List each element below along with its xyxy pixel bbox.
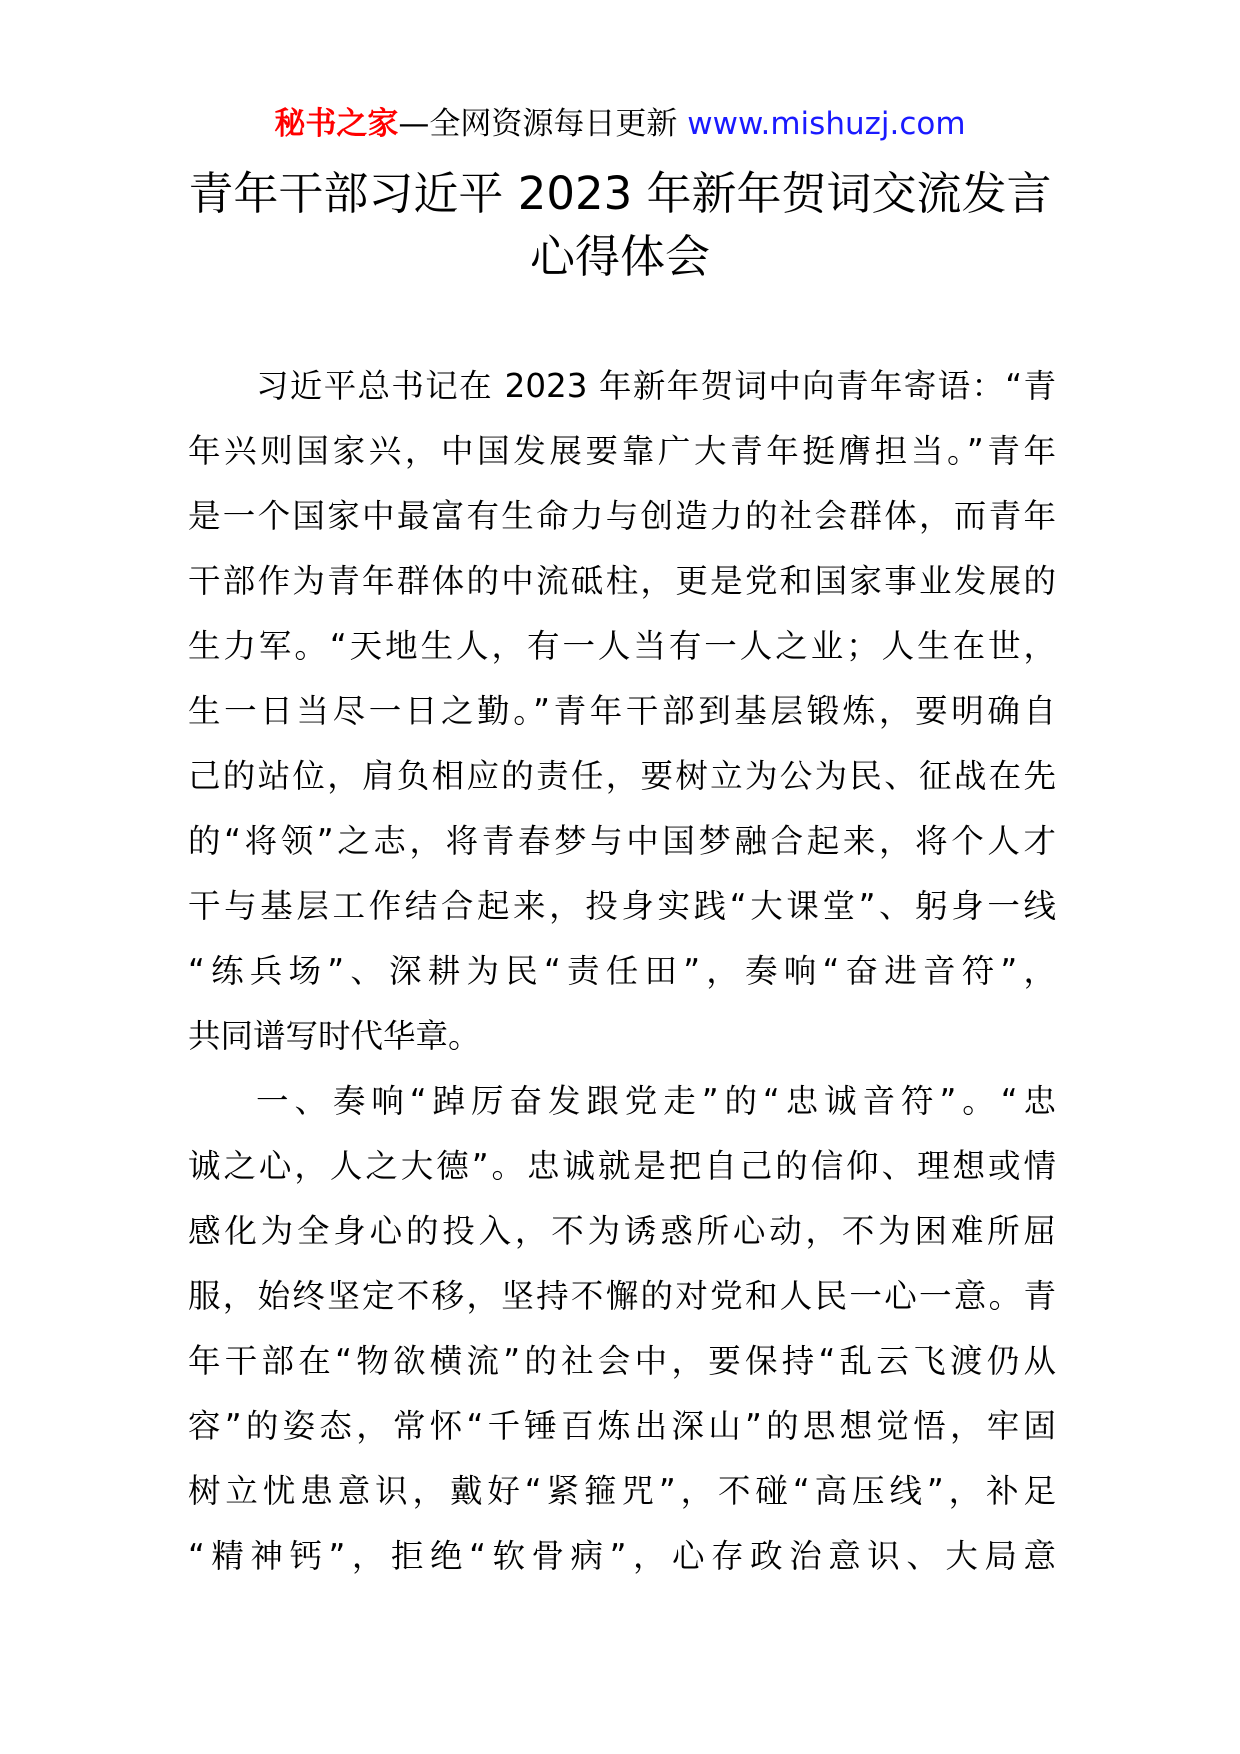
paragraph-line: 的“将领”之志，将青春梦与中国梦融合起来，将个人才	[188, 822, 1056, 860]
watermark-header	[0, 102, 1240, 146]
title-line: 青年干部习近平 2023 年新年贺词交流发言	[188, 167, 1052, 220]
paragraph-line: “精神钙”，拒绝“软骨病”，心存政治意识、大局意	[188, 1537, 1056, 1575]
paragraph-line: 年兴则国家兴，中国发展要靠广大青年挺膺担当。”青年	[188, 432, 1056, 470]
document-body	[188, 354, 1056, 1589]
paragraph-line: 一、奏响“踔厉奋发跟党走”的“忠诚音符”。“忠	[256, 1082, 1056, 1120]
paragraph-line: 容”的姿态，常怀“千锤百炼出深山”的思想觉悟，牢固	[188, 1407, 1056, 1445]
paragraph-line: 共同谱写时代华章。	[188, 1017, 481, 1055]
paragraph-line: “练兵场”、深耕为民“责任田”，奏响“奋进音符”，	[188, 952, 1056, 990]
title-line: 心得体会	[529, 230, 710, 283]
paragraph-line: 己的站位，肩负相应的责任，要树立为公为民、征战在先	[188, 757, 1056, 795]
paragraph-line: 生一日当尽一日之勤。”青年干部到基层锻炼，要明确自	[188, 692, 1056, 730]
paragraph-line: 诚之心，人之大德”。忠诚就是把自己的信仰、理想或情	[188, 1147, 1056, 1185]
brand-name: 秘书之家	[274, 106, 399, 142]
paragraph-line: 感化为全身心的投入，不为诱惑所心动，不为困难所屈	[188, 1212, 1056, 1250]
paragraph-line: 树立忧患意识，戴好“紧箍咒”，不碰“高压线”，补足	[188, 1472, 1056, 1510]
paragraph-line: 干部作为青年群体的中流砥柱，更是党和国家事业发展的	[188, 562, 1056, 600]
paragraph-line: 服，始终坚定不移，坚持不懈的对党和人民一心一意。青	[188, 1277, 1056, 1315]
paragraph-line: 年干部在“物欲横流”的社会中，要保持“乱云飞渡仍从	[188, 1342, 1056, 1380]
document-title	[150, 162, 1090, 288]
header-tagline: —全网资源每日更新	[398, 106, 688, 142]
site-link[interactable]: www.mishuzj.com	[687, 106, 966, 142]
paragraph-line: 是一个国家中最富有生命力与创造力的社会群体，而青年	[188, 497, 1056, 535]
paragraph-line: 干与基层工作结合起来，投身实践“大课堂”、躬身一线	[188, 887, 1056, 925]
paragraph-line: 习近平总书记在 2023 年新年贺词中向青年寄语：“青	[256, 367, 1056, 405]
paragraph-line: 生力军。“天地生人，有一人当有一人之业；人生在世，	[188, 627, 1056, 665]
